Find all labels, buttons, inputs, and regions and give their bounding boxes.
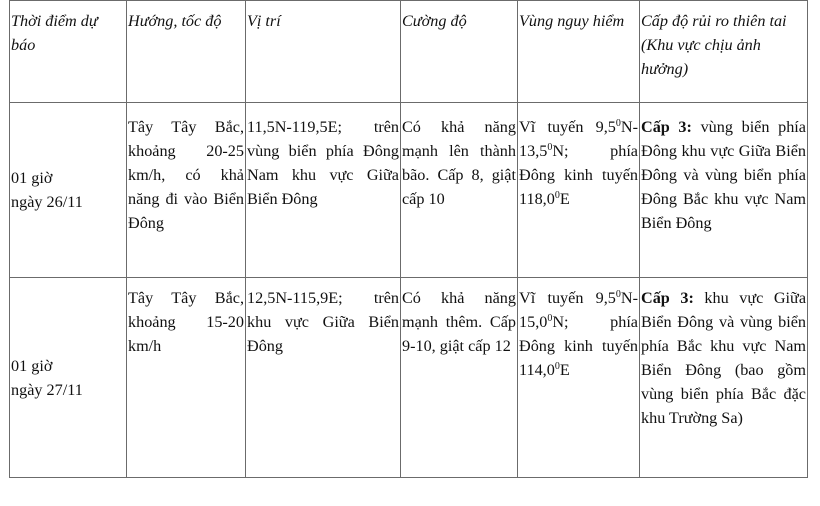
direction-speed-cell: Tây Tây Bắc, khoảng 20-25 km/h, có khả năng đi vào Biển Đông [127, 103, 246, 278]
danger-zone-cell [518, 278, 640, 478]
intensity-cell: Có khả năng mạnh thêm. Cấp 9-10, giật cấp 12 [401, 278, 518, 478]
degree-sign: 0 [554, 190, 560, 201]
degree-sign: 0 [615, 289, 621, 300]
danger-text: N-13,5 [519, 118, 638, 160]
degree-sign: 0 [554, 361, 560, 372]
forecast-time-cell [10, 278, 127, 478]
danger-text: N-15,0 [519, 289, 638, 331]
danger-text: N; phía Đông kinh tuyến 114,0 [519, 313, 638, 379]
forecast-time-hour: 01 giờ [11, 169, 53, 187]
position-cell: 11,5N-119,5E; trên vùng biển phía Đông Nam khu vực Giữa Biển Đông [246, 103, 401, 278]
risk-level-label: Cấp 3: [641, 289, 694, 307]
table-row [10, 103, 808, 278]
danger-text: Vĩ tuyến 9,5 [519, 118, 616, 136]
header-danger-zone: Vùng nguy hiểm [518, 1, 640, 103]
risk-level-cell [640, 278, 808, 478]
forecast-time-cell [10, 103, 127, 278]
header-intensity: Cường độ [401, 1, 518, 103]
forecast-time-date: ngày 26/11 [11, 193, 83, 211]
risk-area-text: khu vực Giữa Biển Đông và vùng biển phía Bắc khu vực Nam Biển Đông (bao gồm vùng biển phía Bắc đặc khu Trường Sa) [641, 289, 806, 427]
danger-text: E [559, 361, 570, 379]
risk-area-text: vùng biển phía Đông khu vực Giữa Biển Đông và vùng biển phía Đông Bắc khu vực Nam Biển Đông [641, 118, 806, 232]
position-cell: 12,5N-115,9E; trên khu vực Giữa Biển Đông [246, 278, 401, 478]
danger-text: E [559, 190, 570, 208]
header-direction-speed: Hướng, tốc độ [127, 1, 246, 103]
table-row [10, 278, 808, 478]
intensity-cell: Có khả năng mạnh lên thành bão. Cấp 8, giật cấp 10 [401, 103, 518, 278]
forecast-time-hour: 01 giờ [11, 356, 53, 375]
risk-level-label: Cấp 3: [641, 118, 692, 136]
danger-text: N; phía Đông kinh tuyến 118,0 [519, 142, 638, 208]
header-forecast-time: Thời điểm dự báo [10, 1, 127, 103]
danger-text: Vĩ tuyến 9,5 [519, 289, 616, 307]
header-row [10, 1, 808, 103]
header-position: Vị trí [246, 1, 401, 103]
degree-sign: 0 [615, 118, 621, 129]
forecast-time-date: ngày 27/11 [11, 380, 83, 399]
danger-zone-cell [518, 103, 640, 278]
direction-speed-cell: Tây Tây Bắc, khoảng 15-20 km/h [127, 278, 246, 478]
risk-level-cell [640, 103, 808, 278]
header-risk-level: Cấp độ rủi ro thiên tai (Khu vực chịu ảnh hưởng) [640, 1, 808, 103]
degree-sign: 0 [547, 142, 553, 153]
degree-sign: 0 [547, 313, 553, 324]
storm-forecast-table [9, 0, 808, 478]
